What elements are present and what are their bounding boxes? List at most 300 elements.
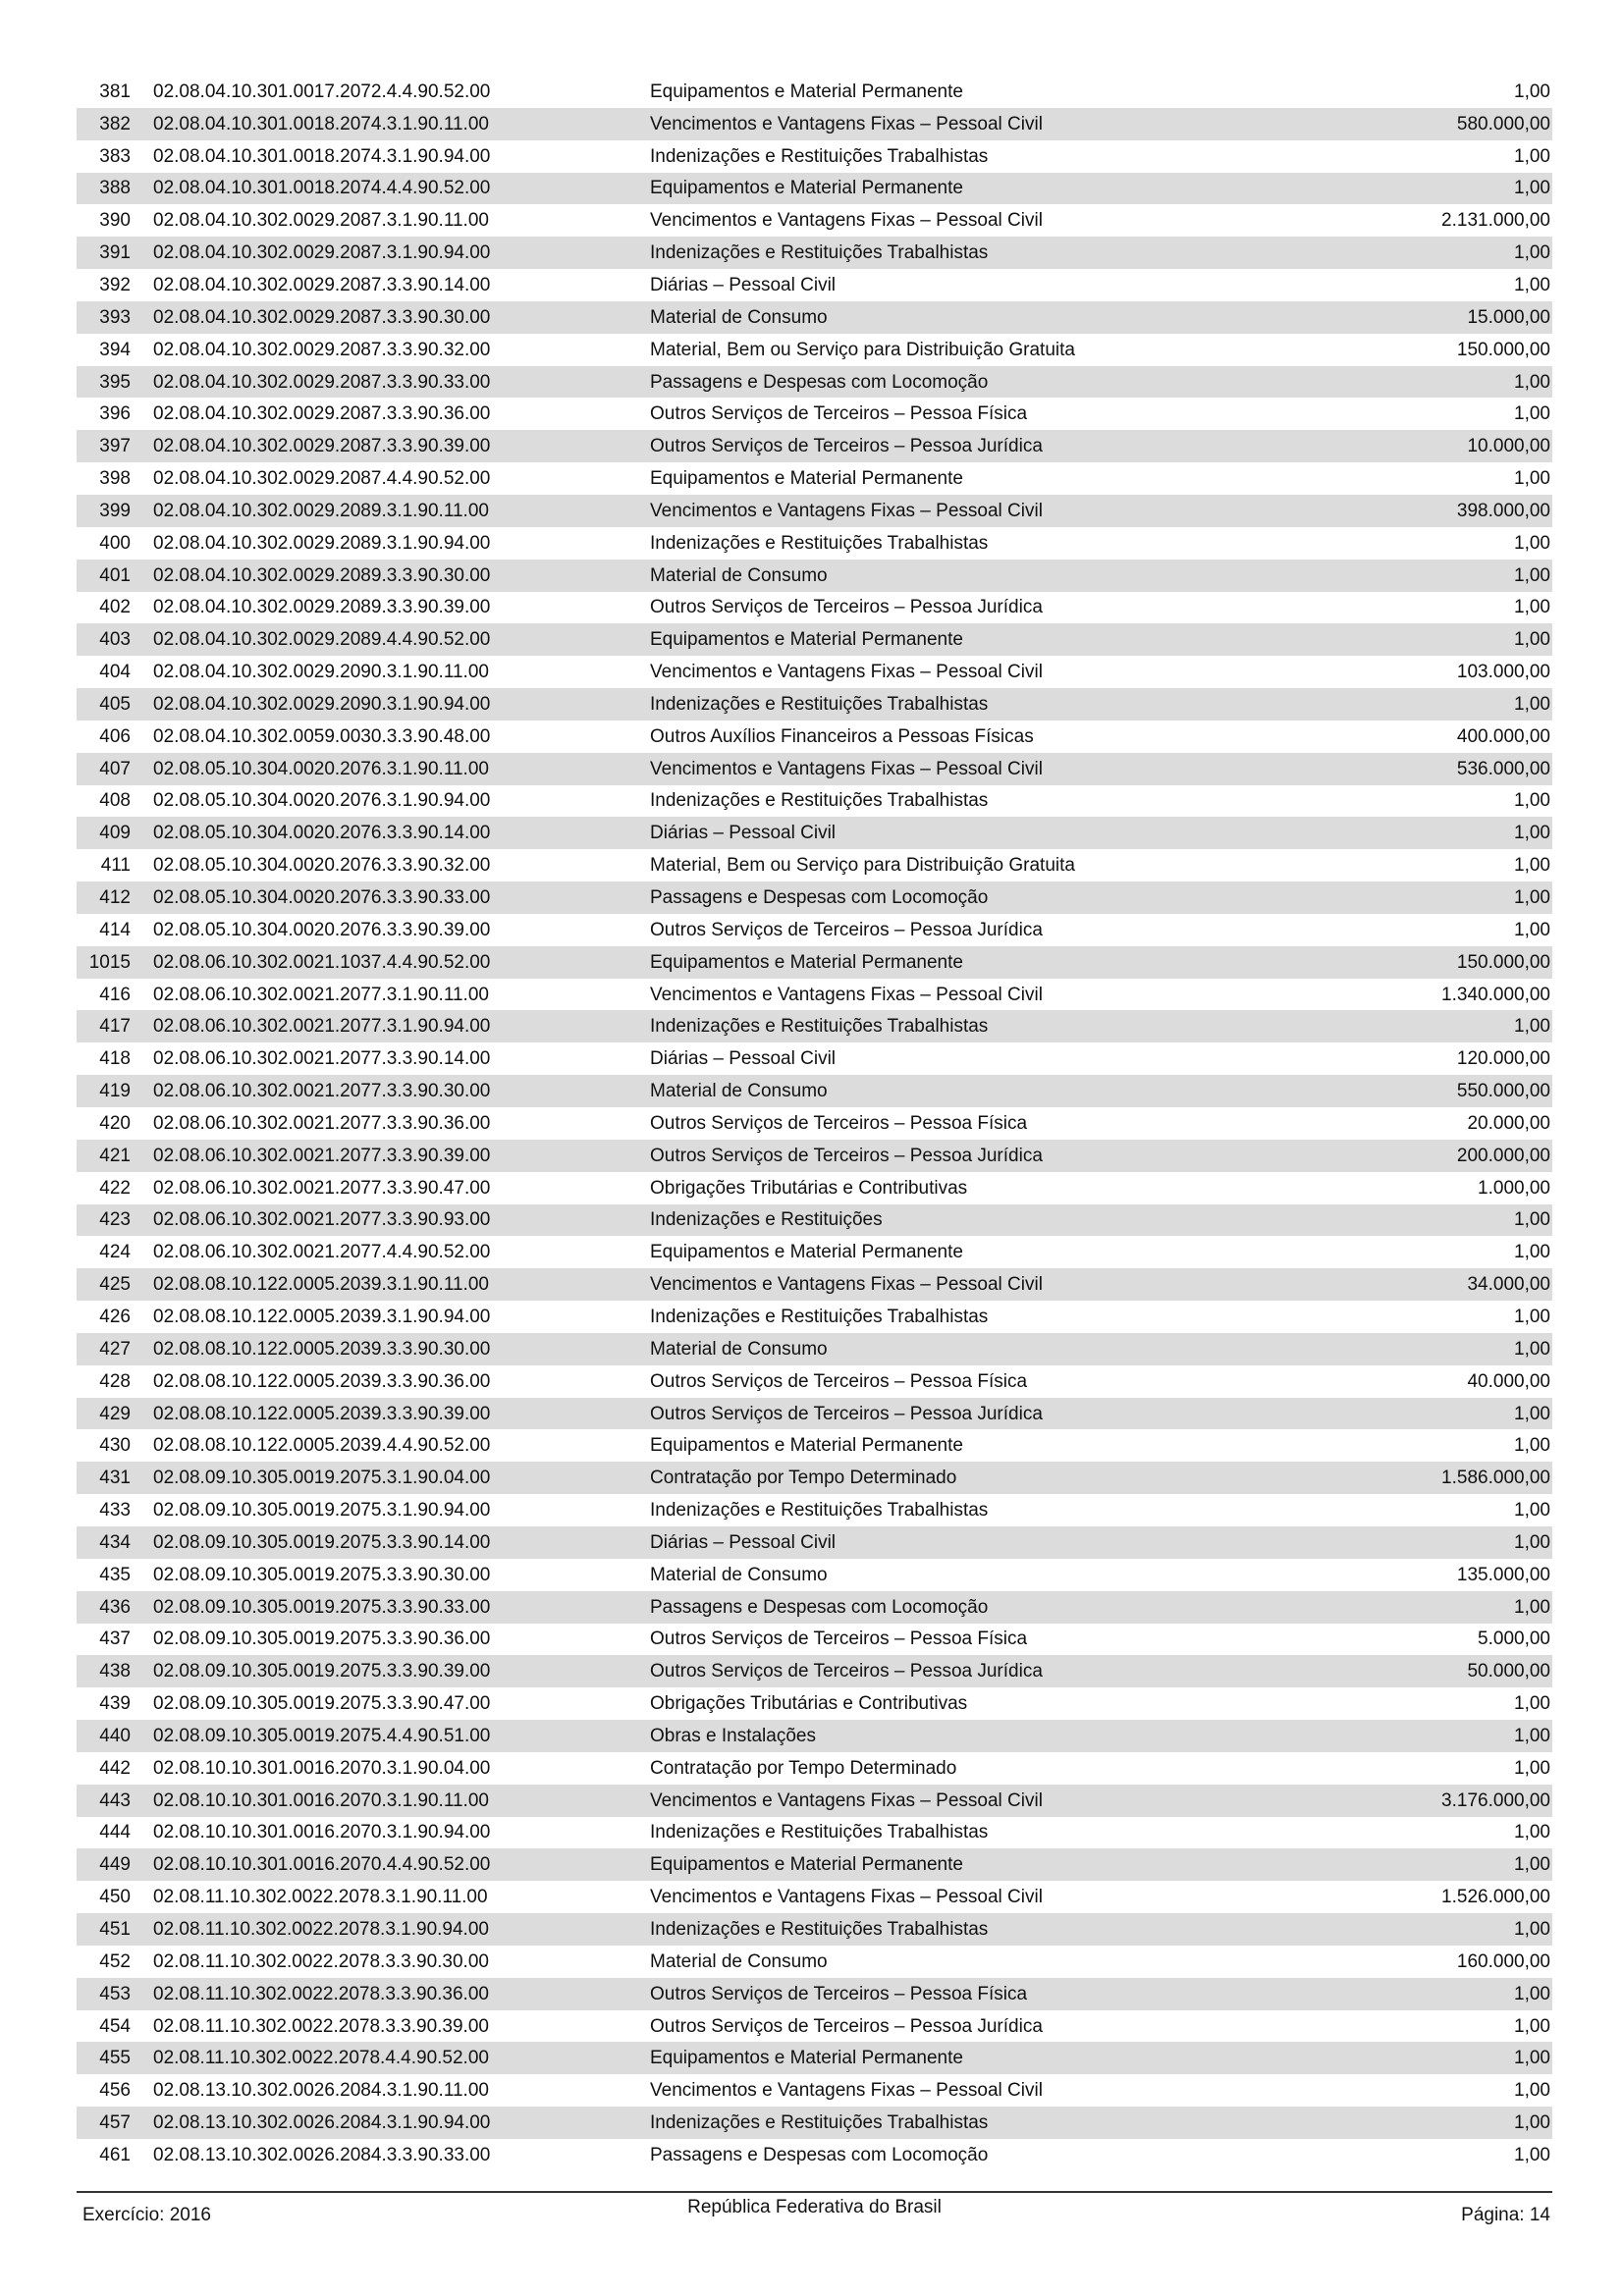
- table-row: [77, 2010, 1552, 2043]
- row-value: 1,00: [1514, 274, 1550, 295]
- row-value: 1,00: [1514, 1822, 1550, 1843]
- row-description: Outros Auxílios Financeiros a Pessoas Físicas: [650, 725, 1034, 747]
- table-row: [77, 785, 1552, 818]
- table-row: [77, 849, 1552, 881]
- row-description: Vencimentos e Vantagens Fixas – Pessoal Civil: [650, 210, 1043, 232]
- table-row: [77, 1333, 1552, 1365]
- row-value: 150.000,00: [1456, 951, 1550, 973]
- row-budget-code: 02.08.11.10.302.0022.2078.3.3.90.30.00: [153, 1950, 489, 1972]
- row-budget-code: 02.08.04.10.302.0029.2087.3.3.90.33.00: [153, 371, 491, 393]
- row-value: 2.131.000,00: [1441, 210, 1550, 232]
- row-value: 1.340.000,00: [1441, 984, 1550, 1005]
- row-value: 536.000,00: [1456, 758, 1550, 779]
- row-id: 429: [99, 1403, 131, 1424]
- row-description: Indenizações e Restituições Trabalhistas: [650, 1822, 989, 1843]
- table-row: [77, 2042, 1552, 2074]
- row-description: Equipamentos e Material Permanente: [650, 178, 963, 199]
- row-description: Obrigações Tributárias e Contributivas: [650, 1177, 968, 1199]
- table-row: [77, 173, 1552, 205]
- row-value: 1,00: [1514, 178, 1550, 199]
- row-budget-code: 02.08.09.10.305.0019.2075.3.3.90.14.00: [153, 1531, 491, 1553]
- row-id: 411: [100, 855, 131, 877]
- row-id: 439: [99, 1693, 131, 1715]
- row-value: 1,00: [1514, 2112, 1550, 2134]
- row-description: Passagens e Despesas com Locomoção: [650, 887, 989, 909]
- row-value: 200.000,00: [1456, 1145, 1550, 1166]
- row-description: Outros Serviços de Terceiros – Pessoa Física: [650, 1370, 1028, 1392]
- row-description: Vencimentos e Vantagens Fixas – Pessoal Civil: [650, 758, 1043, 779]
- row-id: 402: [99, 597, 131, 618]
- row-budget-code: 02.08.04.10.302.0029.2089.3.3.90.39.00: [153, 597, 491, 618]
- row-id: 421: [99, 1145, 131, 1166]
- row-description: Indenizações e Restituições Trabalhistas: [650, 242, 989, 264]
- row-budget-code: 02.08.05.10.304.0020.2076.3.3.90.32.00: [153, 855, 491, 877]
- row-value: 1,00: [1514, 629, 1550, 651]
- table-row: [77, 1075, 1552, 1107]
- row-budget-code: 02.08.09.10.305.0019.2075.4.4.90.51.00: [153, 1725, 491, 1746]
- row-id: 454: [99, 2015, 131, 2037]
- row-id: 422: [99, 1177, 131, 1199]
- row-value: 1,00: [1514, 855, 1550, 877]
- row-budget-code: 02.08.04.10.302.0029.2087.3.3.90.14.00: [153, 274, 491, 295]
- row-description: Outros Serviços de Terceiros – Pessoa Jurídica: [650, 1145, 1043, 1166]
- row-id: 409: [99, 823, 131, 844]
- row-budget-code: 02.08.06.10.302.0021.2077.3.3.90.47.00: [153, 1177, 491, 1199]
- row-budget-code: 02.08.06.10.302.0021.2077.3.3.90.14.00: [153, 1048, 491, 1070]
- row-id: 451: [99, 1919, 131, 1941]
- row-budget-code: 02.08.04.10.302.0029.2087.3.3.90.36.00: [153, 403, 491, 425]
- row-id: 407: [99, 758, 131, 779]
- row-value: 34.000,00: [1467, 1274, 1550, 1296]
- row-id: 412: [99, 887, 131, 909]
- row-description: Vencimentos e Vantagens Fixas – Pessoal Civil: [650, 1887, 1043, 1908]
- row-id: 444: [99, 1822, 131, 1843]
- row-description: Indenizações e Restituições: [650, 1209, 883, 1231]
- row-id: 440: [99, 1725, 131, 1746]
- row-budget-code: 02.08.08.10.122.0005.2039.3.3.90.36.00: [153, 1370, 491, 1392]
- row-id: 406: [99, 725, 131, 747]
- row-description: Outros Serviços de Terceiros – Pessoa Física: [650, 403, 1028, 425]
- row-budget-code: 02.08.04.10.301.0018.2074.4.4.90.52.00: [153, 178, 491, 199]
- row-budget-code: 02.08.04.10.302.0029.2087.3.1.90.11.00: [153, 210, 489, 232]
- row-id: 453: [99, 1983, 131, 2004]
- row-id: 383: [99, 145, 131, 167]
- row-description: Material de Consumo: [650, 1564, 828, 1585]
- table-row: [77, 753, 1552, 785]
- row-budget-code: 02.08.06.10.302.0021.2077.3.1.90.11.00: [153, 984, 489, 1005]
- row-id: 443: [99, 1789, 131, 1811]
- table-row: [77, 1494, 1552, 1526]
- row-id: 1015: [88, 951, 131, 973]
- row-value: 1,00: [1514, 790, 1550, 812]
- table-row: [77, 1752, 1552, 1785]
- row-value: 1,00: [1514, 597, 1550, 618]
- table-row: [77, 946, 1552, 979]
- row-budget-code: 02.08.04.10.302.0029.2090.3.1.90.94.00: [153, 693, 491, 715]
- table-row: [77, 1848, 1552, 1881]
- row-value: 1,00: [1514, 532, 1550, 554]
- table-row: [77, 560, 1552, 592]
- row-value: 1,00: [1514, 2048, 1550, 2069]
- table-row: [77, 1398, 1552, 1430]
- row-id: 404: [99, 662, 131, 683]
- row-description: Vencimentos e Vantagens Fixas – Pessoal Civil: [650, 500, 1043, 521]
- row-id: 425: [99, 1274, 131, 1296]
- row-value: 15.000,00: [1467, 306, 1550, 328]
- row-budget-code: 02.08.06.10.302.0021.2077.3.3.90.36.00: [153, 1112, 491, 1134]
- row-description: Indenizações e Restituições Trabalhistas: [650, 145, 989, 167]
- row-budget-code: 02.08.10.10.301.0016.2070.4.4.90.52.00: [153, 1854, 491, 1876]
- row-budget-code: 02.08.13.10.302.0026.2084.3.1.90.11.00: [153, 2080, 489, 2102]
- row-id: 398: [99, 468, 131, 490]
- table-row: [77, 2074, 1552, 2107]
- row-id: 427: [99, 1338, 131, 1360]
- row-value: 10.000,00: [1467, 436, 1550, 457]
- row-budget-code: 02.08.11.10.302.0022.2078.3.1.90.94.00: [153, 1919, 489, 1941]
- row-id: 456: [99, 2080, 131, 2102]
- row-description: Equipamentos e Material Permanente: [650, 629, 963, 651]
- row-description: Outros Serviços de Terceiros – Pessoa Jurídica: [650, 1661, 1043, 1682]
- row-budget-code: 02.08.09.10.305.0019.2075.3.3.90.36.00: [153, 1629, 491, 1650]
- row-id: 418: [99, 1048, 131, 1070]
- table-row: [77, 1107, 1552, 1140]
- table-row: [77, 76, 1552, 108]
- row-description: Equipamentos e Material Permanente: [650, 80, 963, 102]
- row-budget-code: 02.08.06.10.302.0021.2077.3.3.90.30.00: [153, 1081, 491, 1102]
- row-id: 436: [99, 1596, 131, 1618]
- table-row: [77, 237, 1552, 269]
- table-row: [77, 1204, 1552, 1237]
- row-value: 150.000,00: [1456, 339, 1550, 360]
- row-description: Obras e Instalações: [650, 1725, 816, 1746]
- row-id: 416: [99, 984, 131, 1005]
- row-description: Vencimentos e Vantagens Fixas – Pessoal Civil: [650, 2080, 1043, 2102]
- row-id: 400: [99, 532, 131, 554]
- row-value: 1,00: [1514, 1435, 1550, 1457]
- row-budget-code: 02.08.04.10.301.0018.2074.3.1.90.11.00: [153, 113, 489, 134]
- table-row: [77, 881, 1552, 914]
- table-row: [77, 1591, 1552, 1624]
- row-description: Indenizações e Restituições Trabalhistas: [650, 1306, 989, 1327]
- row-id: 449: [99, 1854, 131, 1876]
- row-id: 455: [99, 2048, 131, 2069]
- row-value: 1,00: [1514, 1500, 1550, 1522]
- row-value: 1,00: [1514, 1338, 1550, 1360]
- table-row: [77, 1687, 1552, 1720]
- row-description: Diárias – Pessoal Civil: [650, 1531, 837, 1553]
- row-value: 1,00: [1514, 468, 1550, 490]
- table-row: [77, 2107, 1552, 2139]
- row-id: 399: [99, 500, 131, 521]
- row-value: 1,00: [1514, 2144, 1550, 2165]
- row-id: 457: [99, 2112, 131, 2134]
- row-description: Material de Consumo: [650, 306, 828, 328]
- table-row: [77, 430, 1552, 462]
- row-description: Vencimentos e Vantagens Fixas – Pessoal Civil: [650, 113, 1043, 134]
- row-budget-code: 02.08.08.10.122.0005.2039.4.4.90.52.00: [153, 1435, 491, 1457]
- row-description: Indenizações e Restituições Trabalhistas: [650, 693, 989, 715]
- row-id: 396: [99, 403, 131, 425]
- table-row: [77, 817, 1552, 849]
- row-description: Material de Consumo: [650, 1081, 828, 1102]
- row-budget-code: 02.08.05.10.304.0020.2076.3.3.90.33.00: [153, 887, 491, 909]
- row-value: 1,00: [1514, 1693, 1550, 1715]
- row-budget-code: 02.08.08.10.122.0005.2039.3.3.90.39.00: [153, 1403, 491, 1424]
- row-id: 408: [99, 790, 131, 812]
- row-value: 1,00: [1514, 1725, 1550, 1746]
- table-row: [77, 1172, 1552, 1204]
- row-description: Equipamentos e Material Permanente: [650, 1242, 963, 1263]
- row-description: Material de Consumo: [650, 564, 828, 586]
- row-id: 452: [99, 1950, 131, 1972]
- row-description: Material, Bem ou Serviço para Distribuição Gratuita: [650, 855, 1075, 877]
- table-row: [77, 623, 1552, 656]
- row-value: 120.000,00: [1456, 1048, 1550, 1070]
- row-budget-code: 02.08.13.10.302.0026.2084.3.1.90.94.00: [153, 2112, 491, 2134]
- footer-title: República Federativa do Brasil: [687, 2197, 942, 2217]
- row-description: Indenizações e Restituições Trabalhistas: [650, 1500, 989, 1522]
- row-budget-code: 02.08.09.10.305.0019.2075.3.3.90.33.00: [153, 1596, 491, 1618]
- row-value: 1,00: [1514, 403, 1550, 425]
- row-description: Material, Bem ou Serviço para Distribuição Gratuita: [650, 339, 1075, 360]
- row-value: 1,00: [1514, 693, 1550, 715]
- row-budget-code: 02.08.06.10.302.0021.2077.4.4.90.52.00: [153, 1242, 491, 1263]
- row-budget-code: 02.08.04.10.301.0017.2072.4.4.90.52.00: [153, 80, 491, 102]
- row-value: 40.000,00: [1467, 1370, 1550, 1392]
- row-description: Passagens e Despesas com Locomoção: [650, 2144, 989, 2165]
- table-row: [77, 1042, 1552, 1075]
- table-row: [77, 495, 1552, 527]
- table-row: [77, 269, 1552, 301]
- row-budget-code: 02.08.04.10.301.0018.2074.3.1.90.94.00: [153, 145, 491, 167]
- row-value: 1,00: [1514, 371, 1550, 393]
- row-description: Outros Serviços de Terceiros – Pessoa Jurídica: [650, 597, 1043, 618]
- row-id: 430: [99, 1435, 131, 1457]
- row-value: 580.000,00: [1456, 113, 1550, 134]
- table-row: [77, 914, 1552, 946]
- row-budget-code: 02.08.09.10.305.0019.2075.3.3.90.30.00: [153, 1564, 491, 1585]
- table-row: [77, 1140, 1552, 1172]
- row-description: Obrigações Tributárias e Contributivas: [650, 1693, 968, 1715]
- row-description: Material de Consumo: [650, 1950, 828, 1972]
- row-budget-code: 02.08.09.10.305.0019.2075.3.1.90.94.00: [153, 1500, 491, 1522]
- row-budget-code: 02.08.04.10.302.0029.2089.3.1.90.94.00: [153, 532, 491, 554]
- row-value: 1,00: [1514, 1403, 1550, 1424]
- row-budget-code: 02.08.04.10.302.0029.2089.3.1.90.11.00: [153, 500, 489, 521]
- row-id: 433: [99, 1500, 131, 1522]
- row-budget-code: 02.08.09.10.305.0019.2075.3.1.90.04.00: [153, 1468, 491, 1489]
- row-description: Outros Serviços de Terceiros – Pessoa Física: [650, 1629, 1028, 1650]
- row-id: 392: [99, 274, 131, 295]
- row-budget-code: 02.08.06.10.302.0021.2077.3.3.90.93.00: [153, 1209, 491, 1231]
- table-row: [77, 1365, 1552, 1398]
- table-row: [77, 1462, 1552, 1494]
- row-id: 397: [99, 436, 131, 457]
- row-id: 434: [99, 1531, 131, 1553]
- table-row: [77, 592, 1552, 624]
- row-budget-code: 02.08.04.10.302.0029.2087.3.3.90.30.00: [153, 306, 491, 328]
- table-row: [77, 108, 1552, 140]
- row-budget-code: 02.08.04.10.302.0029.2089.3.3.90.30.00: [153, 564, 491, 586]
- row-budget-code: 02.08.11.10.302.0022.2078.3.3.90.36.00: [153, 1983, 489, 2004]
- table-row: [77, 204, 1552, 237]
- row-id: 382: [99, 113, 131, 134]
- table-row: [77, 1268, 1552, 1301]
- row-id: 394: [99, 339, 131, 360]
- table-row: [77, 1301, 1552, 1333]
- row-id: 424: [99, 1242, 131, 1263]
- row-id: 420: [99, 1112, 131, 1134]
- row-value: 5.000,00: [1478, 1629, 1550, 1650]
- row-description: Outros Serviços de Terceiros – Pessoa Jurídica: [650, 1403, 1043, 1424]
- budget-table: [77, 76, 1552, 2171]
- table-row: [77, 1881, 1552, 1913]
- row-description: Indenizações e Restituições Trabalhistas: [650, 1016, 989, 1038]
- row-id: 395: [99, 371, 131, 393]
- row-description: Passagens e Despesas com Locomoção: [650, 1596, 989, 1618]
- row-id: 437: [99, 1629, 131, 1650]
- row-description: Equipamentos e Material Permanente: [650, 468, 963, 490]
- row-value: 1.586.000,00: [1441, 1468, 1550, 1489]
- row-budget-code: 02.08.11.10.302.0022.2078.4.4.90.52.00: [153, 2048, 489, 2069]
- footer-divider: [77, 2191, 1552, 2193]
- row-value: 1,00: [1514, 2015, 1550, 2037]
- row-id: 431: [99, 1468, 131, 1489]
- row-description: Diárias – Pessoal Civil: [650, 1048, 837, 1070]
- table-row: [77, 1978, 1552, 2010]
- row-description: Equipamentos e Material Permanente: [650, 951, 963, 973]
- row-budget-code: 02.08.04.10.302.0029.2090.3.1.90.11.00: [153, 662, 489, 683]
- table-row: [77, 398, 1552, 430]
- row-id: 414: [99, 919, 131, 940]
- row-value: 1,00: [1514, 919, 1550, 940]
- row-value: 160.000,00: [1456, 1950, 1550, 1972]
- row-value: 1,00: [1514, 887, 1550, 909]
- row-value: 398.000,00: [1456, 500, 1550, 521]
- row-id: 417: [99, 1016, 131, 1038]
- row-budget-code: 02.08.05.10.304.0020.2076.3.1.90.94.00: [153, 790, 491, 812]
- row-id: 423: [99, 1209, 131, 1231]
- row-id: 438: [99, 1661, 131, 1682]
- row-value: 1,00: [1514, 1919, 1550, 1941]
- row-budget-code: 02.08.09.10.305.0019.2075.3.3.90.47.00: [153, 1693, 491, 1715]
- table-row: [77, 1655, 1552, 1687]
- row-id: 390: [99, 210, 131, 232]
- row-value: 3.176.000,00: [1441, 1789, 1550, 1811]
- row-value: 1,00: [1514, 1016, 1550, 1038]
- row-budget-code: 02.08.06.10.302.0021.1037.4.4.90.52.00: [153, 951, 491, 973]
- row-budget-code: 02.08.13.10.302.0026.2084.3.3.90.33.00: [153, 2144, 491, 2165]
- row-description: Contratação por Tempo Determinado: [650, 1757, 957, 1779]
- row-description: Diárias – Pessoal Civil: [650, 274, 837, 295]
- row-budget-code: 02.08.04.10.302.0029.2087.3.3.90.39.00: [153, 436, 491, 457]
- row-description: Outros Serviços de Terceiros – Pessoa Física: [650, 1112, 1028, 1134]
- row-value: 1,00: [1514, 1596, 1550, 1618]
- row-value: 1,00: [1514, 1854, 1550, 1876]
- row-budget-code: 02.08.06.10.302.0021.2077.3.3.90.39.00: [153, 1145, 491, 1166]
- row-description: Contratação por Tempo Determinado: [650, 1468, 957, 1489]
- row-value: 1,00: [1514, 1209, 1550, 1231]
- row-description: Diárias – Pessoal Civil: [650, 823, 837, 844]
- row-id: 435: [99, 1564, 131, 1585]
- table-row: [77, 1913, 1552, 1946]
- row-value: 103.000,00: [1456, 662, 1550, 683]
- row-description: Material de Consumo: [650, 1338, 828, 1360]
- table-row: [77, 334, 1552, 366]
- row-description: Outros Serviços de Terceiros – Pessoa Jurídica: [650, 919, 1043, 940]
- row-id: 391: [99, 242, 131, 264]
- row-value: 20.000,00: [1467, 1112, 1550, 1134]
- row-id: 388: [99, 178, 131, 199]
- row-value: 1,00: [1514, 823, 1550, 844]
- row-budget-code: 02.08.08.10.122.0005.2039.3.3.90.30.00: [153, 1338, 491, 1360]
- row-description: Outros Serviços de Terceiros – Pessoa Física: [650, 1983, 1028, 2004]
- row-value: 1,00: [1514, 1306, 1550, 1327]
- row-id: 426: [99, 1306, 131, 1327]
- row-description: Passagens e Despesas com Locomoção: [650, 371, 989, 393]
- row-value: 1,00: [1514, 145, 1550, 167]
- table-row: [77, 527, 1552, 560]
- row-description: Vencimentos e Vantagens Fixas – Pessoal Civil: [650, 1789, 1043, 1811]
- row-budget-code: 02.08.10.10.301.0016.2070.3.1.90.94.00: [153, 1822, 491, 1843]
- row-id: 405: [99, 693, 131, 715]
- row-budget-code: 02.08.11.10.302.0022.2078.3.1.90.11.00: [153, 1887, 488, 1908]
- row-value: 1,00: [1514, 1531, 1550, 1553]
- row-budget-code: 02.08.10.10.301.0016.2070.3.1.90.04.00: [153, 1757, 491, 1779]
- row-id: 450: [99, 1887, 131, 1908]
- row-value: 400.000,00: [1456, 725, 1550, 747]
- table-row: [77, 1429, 1552, 1462]
- row-id: 461: [99, 2144, 131, 2165]
- row-description: Indenizações e Restituições Trabalhistas: [650, 1919, 989, 1941]
- row-budget-code: 02.08.09.10.305.0019.2075.3.3.90.39.00: [153, 1661, 491, 1682]
- row-value: 1,00: [1514, 1757, 1550, 1779]
- table-row: [77, 2139, 1552, 2171]
- row-budget-code: 02.08.06.10.302.0021.2077.3.1.90.94.00: [153, 1016, 491, 1038]
- row-value: 1,00: [1514, 80, 1550, 102]
- table-row: [77, 1624, 1552, 1656]
- row-value: 1,00: [1514, 564, 1550, 586]
- row-value: 50.000,00: [1467, 1661, 1550, 1682]
- table-row: [77, 1526, 1552, 1559]
- row-value: 1,00: [1514, 1983, 1550, 2004]
- row-budget-code: 02.08.04.10.302.0059.0030.3.3.90.48.00: [153, 725, 491, 747]
- table-row: [77, 1010, 1552, 1042]
- table-row: [77, 1720, 1552, 1752]
- table-row: [77, 1559, 1552, 1591]
- row-budget-code: 02.08.05.10.304.0020.2076.3.3.90.14.00: [153, 823, 491, 844]
- table-row: [77, 1785, 1552, 1817]
- row-budget-code: 02.08.08.10.122.0005.2039.3.1.90.11.00: [153, 1274, 489, 1296]
- row-id: 393: [99, 306, 131, 328]
- row-id: 401: [99, 564, 131, 586]
- row-description: Equipamentos e Material Permanente: [650, 1854, 963, 1876]
- row-value: 1,00: [1514, 2080, 1550, 2102]
- footer-exercise-year: Exercício: 2016: [82, 2205, 211, 2225]
- table-row: [77, 462, 1552, 495]
- row-budget-code: 02.08.04.10.302.0029.2087.4.4.90.52.00: [153, 468, 491, 490]
- row-id: 381: [99, 80, 131, 102]
- table-row: [77, 656, 1552, 688]
- row-value: 1.000,00: [1478, 1177, 1550, 1199]
- row-description: Equipamentos e Material Permanente: [650, 2048, 963, 2069]
- table-row: [77, 979, 1552, 1011]
- table-row: [77, 721, 1552, 753]
- row-budget-code: 02.08.04.10.302.0029.2087.3.3.90.32.00: [153, 339, 491, 360]
- table-row: [77, 140, 1552, 173]
- table-row: [77, 366, 1552, 399]
- table-row: [77, 1946, 1552, 1978]
